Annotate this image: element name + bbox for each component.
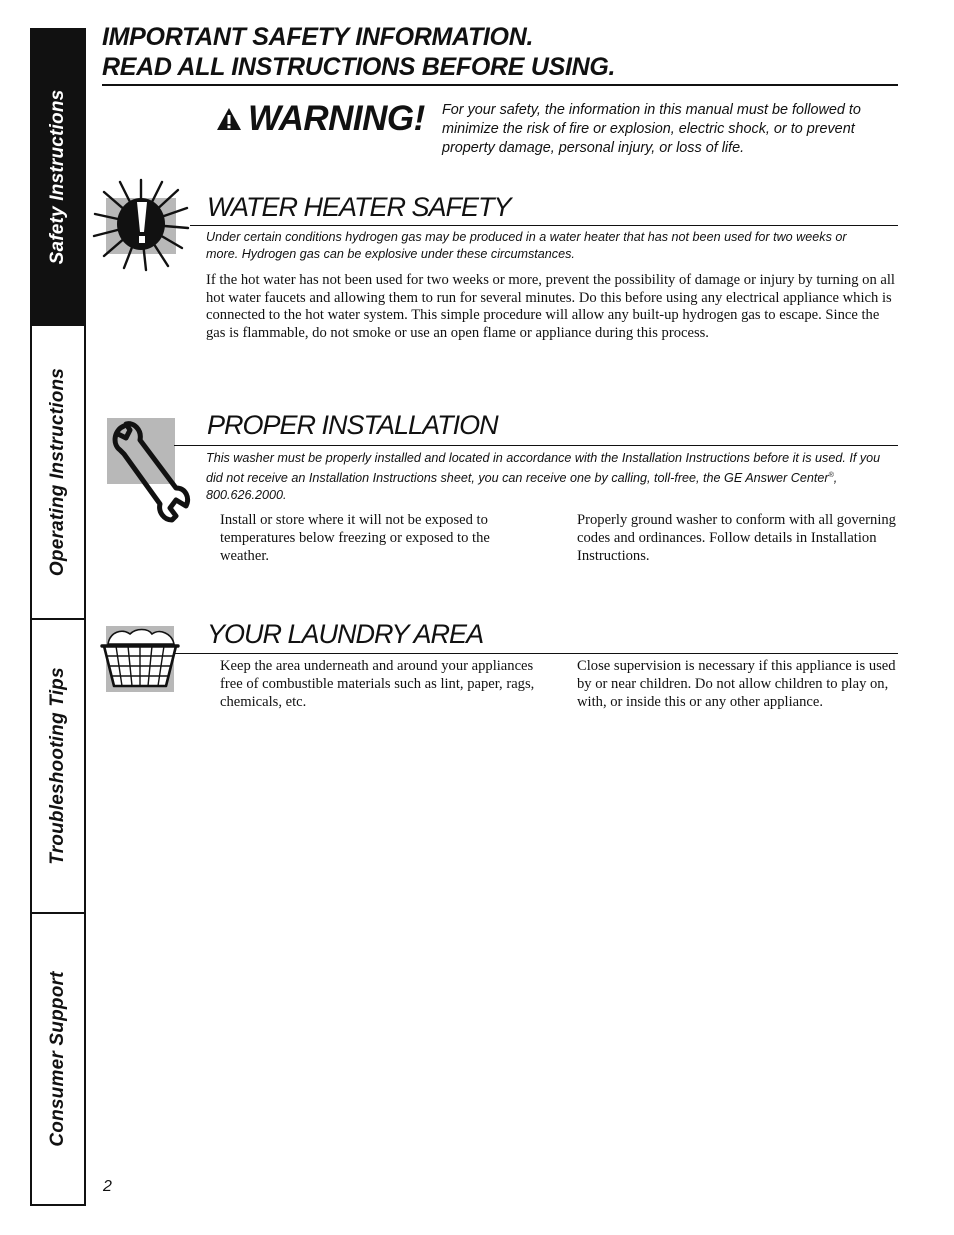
tab-safety-instructions[interactable] — [32, 30, 84, 326]
page-header — [102, 22, 898, 86]
tab-operating-instructions[interactable] — [32, 326, 84, 620]
section-title-water-heater-safety: WATER HEATER SAFETY — [207, 192, 511, 222]
tab-label: Safety Instructions — [47, 89, 68, 265]
laundry-note-left: Keep the area underneath and around your appliances free of combustible materials such as lint, paper, rags, chemicals, etc. — [220, 658, 535, 710]
tab-label: Operating Instructions — [47, 367, 68, 577]
tab-label: Consumer Support — [47, 971, 68, 1147]
warning-text: For your safety, the information in this manual must be followed to minimize the risk of fire or explosion, electric shock, or to prevent property damage, personal injury, or loss of life. — [442, 102, 861, 156]
side-tabs — [30, 28, 86, 1206]
tab-label: Troubleshooting Tips — [47, 667, 68, 865]
section-intro: This washer must be properly installed and located in accordance with the Installation Instructions before it is used. If you did not receive an Installation Instructions sheet, you can receive one by calling, toll-free, the GE Answer Center®, 800.626.2000. — [206, 451, 881, 503]
laundry-note-right: Close supervision is necessary if this appliance is used by or near children. Do not allow children to play on, with, or inside this or any other appliance. — [577, 658, 896, 710]
warning-triangle-icon — [216, 107, 242, 131]
install-note-right: Properly ground washer to conform with all governing codes and ordinances. Follow details in Installation Instructions. — [577, 512, 896, 564]
section-title-your-laundry-area: YOUR LAUNDRY AREA — [207, 619, 484, 649]
section-title-proper-installation: PROPER INSTALLATION — [207, 410, 498, 440]
section-divider — [174, 653, 898, 654]
header-line-1: IMPORTANT SAFETY INFORMATION. — [102, 23, 534, 51]
explosion-icon — [92, 178, 190, 272]
laundry-basket-icon — [100, 624, 180, 696]
install-note-left: Install or store where it will not be exposed to temperatures below freezing or exposed to the weather. — [220, 512, 490, 564]
section-body: If the hot water has not been used for two weeks or more, prevent the possibility of damage or injury by turning on all hot water faucets and allowing them to run for several minutes. Do this before using any electrical appliance which is connected to the hot water system. This simple procedure will allow any built-up hydrogen gas to escape. Since the gas is flammable, do not smoke or use an open flame or appliance during this process. — [206, 272, 895, 341]
page-number: 2 — [103, 1178, 112, 1195]
header-line-2: READ ALL INSTRUCTIONS BEFORE USING. — [102, 53, 616, 81]
section-divider — [190, 225, 898, 226]
section-intro: Under certain conditions hydrogen gas may be produced in a water heater that has not been used for two weeks or more. Hydrogen gas can be explosive under these circumstances. — [206, 230, 847, 261]
warning-heading — [216, 96, 428, 142]
tab-troubleshooting-tips[interactable] — [32, 620, 84, 914]
section-divider — [174, 445, 898, 446]
wrench-icon — [104, 416, 200, 526]
tab-consumer-support[interactable] — [32, 914, 84, 1204]
warning-title: WARNING! — [248, 99, 425, 138]
